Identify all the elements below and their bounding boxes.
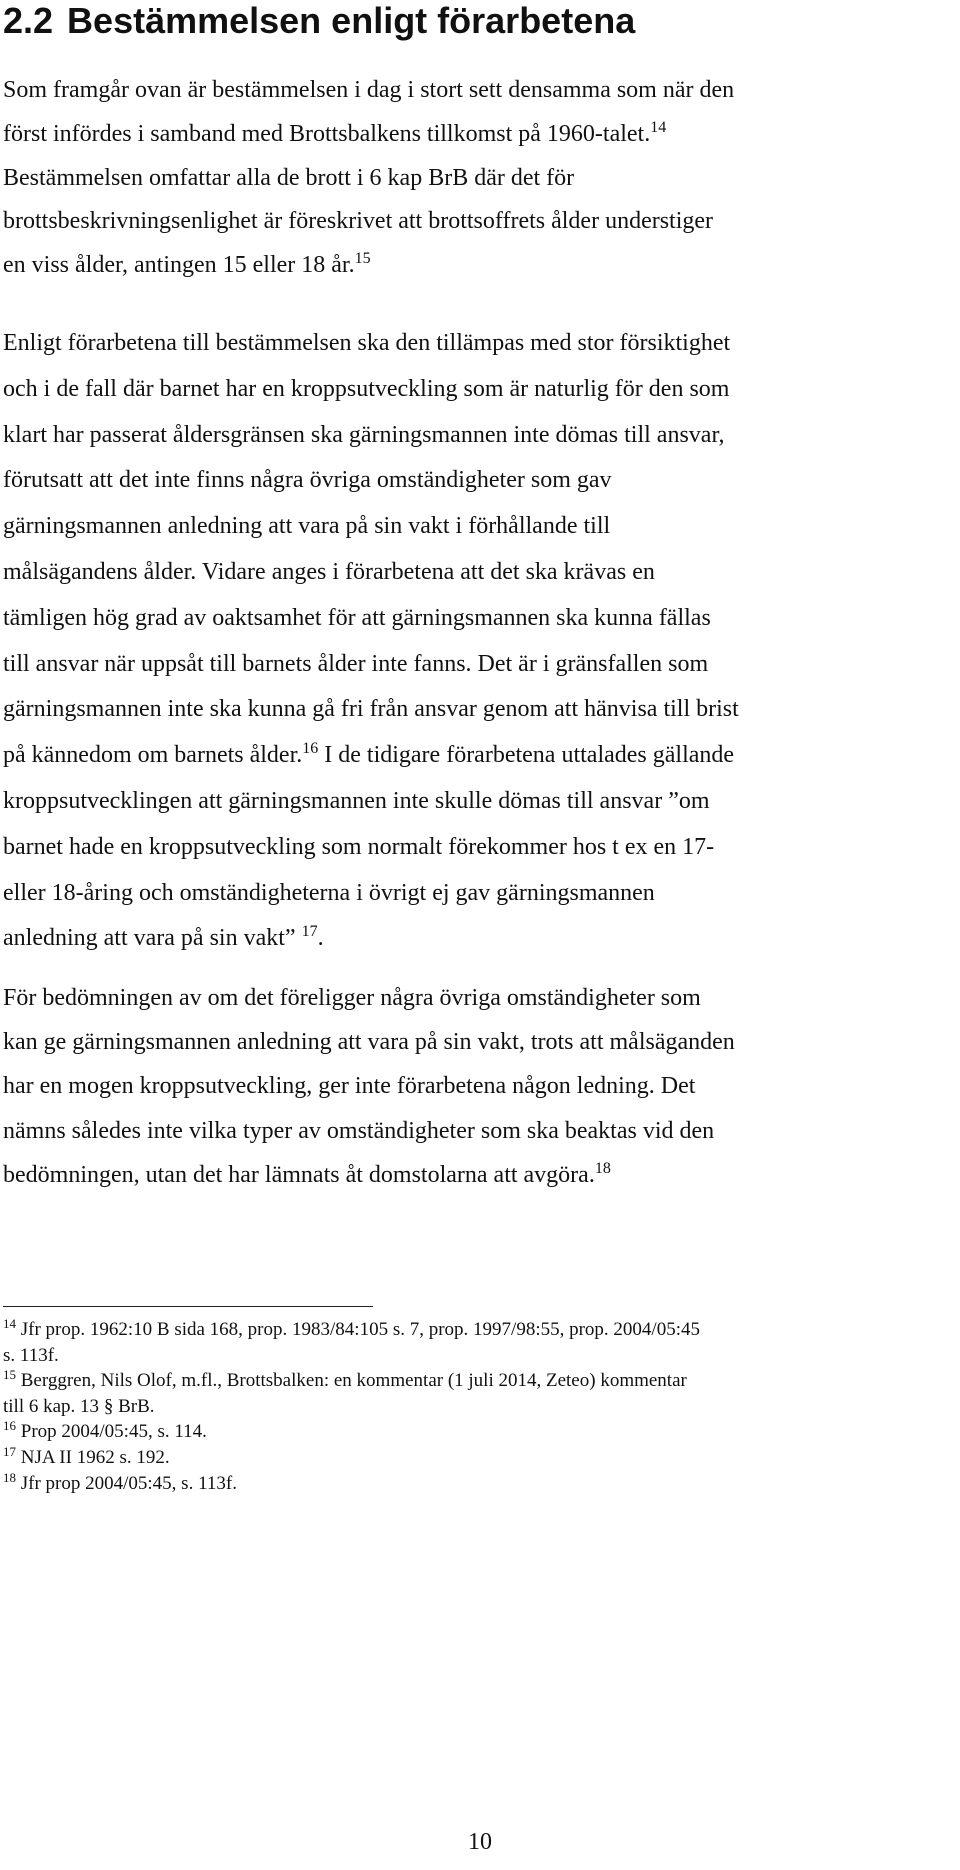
footnote-number: 18 bbox=[3, 1469, 16, 1485]
footnote-text: Berggren, Nils Olof, m.fl., Brottsbalken: en kommentar (1 juli 2014, Zeteo) kommentar bbox=[20, 1370, 687, 1392]
footnote-text: Jfr prop. 1962:10 B sida 168, prop. 1983/84:105 s. 7, prop. 1997/98:55, prop. 2004/05:45 bbox=[20, 1319, 700, 1340]
footnotes bbox=[3, 1317, 953, 1496]
footnote-15-continued bbox=[3, 1394, 953, 1420]
footnote-ref-15[interactable]: 15 bbox=[354, 250, 371, 267]
text-line: gärningsmannen inte ska kunna gå fri från ansvar genom att hänvisa till brist bbox=[3, 696, 739, 723]
text-line: Enligt förarbetena till bestämmelsen ska den tillämpas med stor försiktighet bbox=[3, 330, 731, 356]
text-fragment: I de tidigare förarbetena uttalades gällande bbox=[324, 742, 735, 769]
text-line bbox=[3, 1153, 953, 1197]
footnote-ref-18[interactable]: 18 bbox=[594, 1159, 611, 1177]
page-number: 10 bbox=[468, 1829, 492, 1855]
footnote-text: NJA II 1962 s. 192. bbox=[20, 1446, 170, 1468]
footnote-ref-17[interactable]: 17 bbox=[301, 923, 318, 941]
paragraph-3 bbox=[3, 976, 953, 1197]
footnote-number: 15 bbox=[3, 1367, 16, 1383]
text-fragment: . bbox=[317, 925, 324, 952]
text-line: till ansvar när uppsåt till barnets ålder inte fanns. Det är i gränsfallen som bbox=[3, 650, 709, 677]
text-line: förutsatt att det inte finns några övriga omständigheter som gav bbox=[3, 467, 612, 494]
section-title: Bestämmelsen enligt förarbetena bbox=[67, 0, 636, 41]
text-line: målsägandens ålder. Vidare anges i förarbetena att det ska krävas en bbox=[3, 558, 655, 585]
text-line: tämligen hög grad av oaktsamhet för att gärningsmannen ska kunna fällas bbox=[3, 604, 711, 631]
footnote-number: 17 bbox=[3, 1443, 16, 1459]
footnote-14 bbox=[3, 1317, 953, 1343]
text-line: Bestämmelsen omfattar alla de brott i 6 kap BrB där det för bbox=[3, 164, 575, 191]
section-heading bbox=[3, 0, 953, 42]
text-line: brottsbeskrivningsenlighet är föreskrivet att brottsoffrets ålder understiger bbox=[3, 208, 714, 235]
footnote-text: Prop 2004/05:45, s. 114. bbox=[20, 1421, 207, 1443]
paragraph-2 bbox=[3, 321, 953, 962]
section-sign-icon: § bbox=[103, 1395, 114, 1417]
footnote-14-continued: s. 113f. bbox=[3, 1344, 59, 1366]
text-fragment: först infördes i samband med Brottsbalkens tillkomst på 1960-talet. bbox=[3, 120, 651, 147]
paragraph-1 bbox=[3, 69, 953, 288]
text-fragment: på kännedom om barnets ålder. bbox=[3, 742, 303, 769]
text-line: kroppsutvecklingen att gärningsmannen inte skulle dömas till ansvar ”om bbox=[3, 787, 710, 814]
text-line bbox=[3, 244, 953, 288]
footnote-ref-16[interactable]: 16 bbox=[302, 740, 319, 758]
text-line: För bedömningen av om det föreligger några övriga omständigheter som bbox=[3, 985, 701, 1011]
text-line: klart har passerat åldersgränsen ska gärningsmannen inte dömas till ansvar, bbox=[3, 421, 725, 448]
footnote-18 bbox=[3, 1471, 953, 1497]
text-line bbox=[3, 113, 953, 157]
text-line: kan ge gärningsmannen anledning att vara på sin vakt, trots att målsäganden bbox=[3, 1029, 735, 1056]
text-line: och i de fall där barnet har en kroppsutveckling som är naturlig för den som bbox=[3, 375, 730, 402]
text-line: Som framgår ovan är bestämmelsen i dag i stort sett densamma som när den bbox=[3, 77, 735, 103]
footnote-16 bbox=[3, 1419, 953, 1445]
footnote-number: 16 bbox=[3, 1418, 16, 1434]
text-line: eller 18-åring och omständigheterna i övrigt ej gav gärningsmannen bbox=[3, 879, 655, 906]
section-number: 2.2 bbox=[3, 0, 54, 41]
text-line: har en mogen kroppsutveckling, ger inte förarbetena någon ledning. Det bbox=[3, 1073, 696, 1100]
footnote-text: Jfr prop 2004/05:45, s. 113f. bbox=[20, 1472, 237, 1494]
footnote-text: BrB. bbox=[118, 1395, 155, 1417]
text-line bbox=[3, 733, 953, 779]
text-line: gärningsmannen anledning att vara på sin vakt i förhållande till bbox=[3, 513, 611, 540]
text-line: nämns således inte vilka typer av omständigheter som ska beaktas vid den bbox=[3, 1117, 715, 1144]
footnote-separator bbox=[3, 1306, 373, 1307]
footnote-17 bbox=[3, 1445, 953, 1471]
footnote-ref-14[interactable]: 14 bbox=[650, 118, 667, 136]
text-fragment: bedömningen, utan det har lämnats åt domstolarna att avgöra. bbox=[3, 1161, 595, 1188]
text-fragment: en viss ålder, antingen 15 eller 18 år. bbox=[3, 252, 355, 278]
text-line: barnet hade en kroppsutveckling som normalt förekommer hos t ex en 17- bbox=[3, 833, 715, 860]
footnote-number: 14 bbox=[3, 1316, 16, 1331]
footnote-text: till 6 kap. 13 bbox=[3, 1395, 100, 1417]
footnote-15 bbox=[3, 1368, 953, 1394]
text-fragment: anledning att vara på sin vakt” bbox=[3, 925, 296, 952]
text-line bbox=[3, 916, 953, 962]
